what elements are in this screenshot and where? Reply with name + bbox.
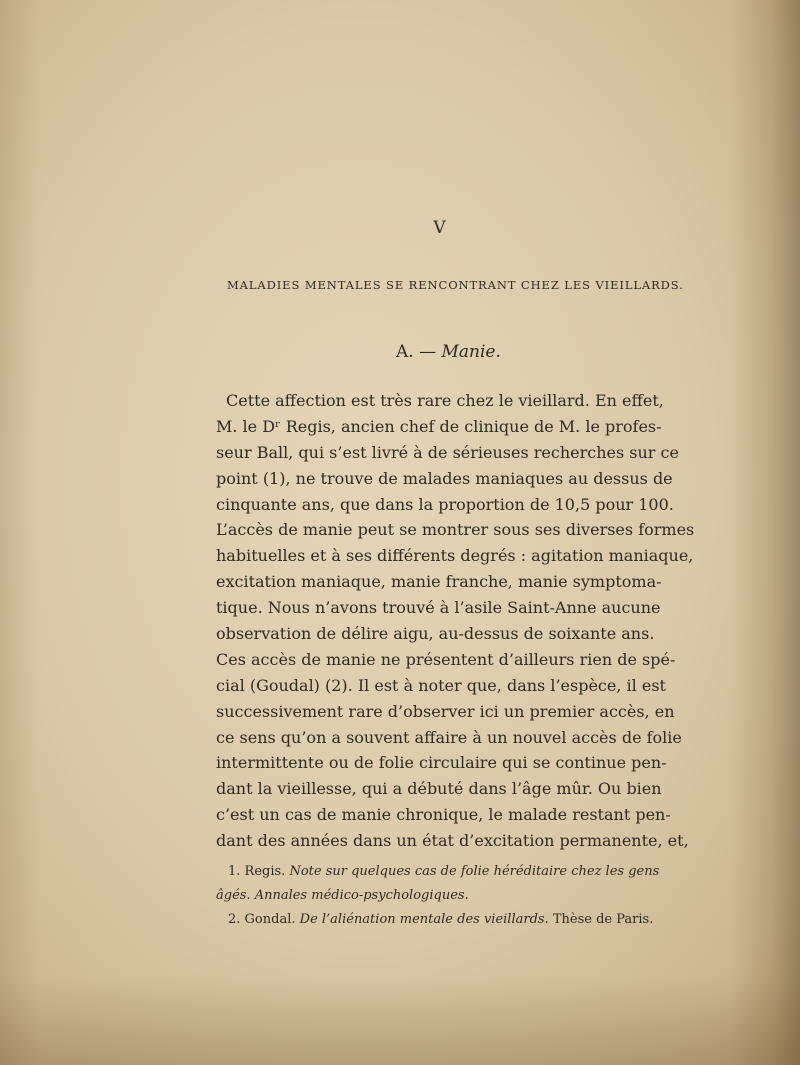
footnote-2 [216,908,652,932]
footnote-number: 1. [228,864,241,879]
footnote-title: Note sur quelques cas de folie héréditaire chez les gens [289,864,660,879]
text-line: c’est un cas de manie chronique, le malade restant pen- [216,805,671,825]
text-line: dant la vieillesse, qui a débuté dans l’âge mûr. Ou bien [216,779,662,799]
page-edge-shadow-right [730,0,800,1065]
text-line: observation de délire aigu, au-dessus de soixante ans. [216,624,655,644]
footnote-author: Gondal. [244,912,296,927]
page-edge-shadow-bottom [0,975,800,1065]
section-prefix: A. — [396,342,442,362]
footnotes [216,860,660,932]
section-title: Manie. [441,342,501,362]
page-edge-shadow-left [0,0,40,1065]
text-line: M. le Dʳ Regis, ancien chef de clinique de M. le profes- [216,416,662,436]
text-line: excitation maniaque, manie franche, manie symptoma- [216,572,662,592]
chapter-number: V [433,218,447,238]
text-line: tique. Nous n’avons trouvé à l’asile Saint-Anne aucune [216,598,661,618]
footnote-title-continued: âgés. Annales médico-psychologiques. [216,888,469,903]
text-line: cinquante ans, que dans la proportion de 10,5 pour 100. [216,494,674,514]
section-heading [396,342,501,362]
text-line: seur Ball, qui s’est livré à de sérieuses recherches sur ce [216,442,679,462]
text-line: cial (Goudal) (2). Il est à noter que, dans l’espèce, il est [216,675,666,695]
footnote-title: De l’aliénation mentale des vieillards. [299,912,549,927]
text-line: successivement rare d’observer ici un premier accès, en [216,701,675,721]
text-line: habituelles et à ses différents degrés : agitation maniaque, [216,546,694,566]
footnote-note: Thèse de Paris. [552,912,654,927]
footnote-number: 2. [228,912,241,927]
footnote-1-continuation [216,884,652,908]
text-line: dant des années dans un état d’excitation permanente, et, [216,831,689,851]
text-line: point (1), ne trouve de malades maniaques au dessus de [216,468,673,488]
text-line: ce sens qu’on a souvent affaire à un nouvel accès de folie [216,727,682,747]
footnote-author: Regis. [244,864,286,879]
footnote-1 [216,860,660,884]
text-line: L’accès de manie peut se montrer sous ses diverses formes [216,520,695,540]
text-line: Ces accès de manie ne présentent d’ailleurs rien de spé- [216,649,676,669]
text-line: Cette affection est très rare chez le vieillard. En effet, [226,391,664,410]
text-line: intermittente ou de folie circulaire qui se continue pen- [216,753,667,773]
body-text [216,388,695,854]
chapter-title: MALADIES MENTALES SE RENCONTRANT CHEZ LES VIEILLARDS. [227,278,684,292]
